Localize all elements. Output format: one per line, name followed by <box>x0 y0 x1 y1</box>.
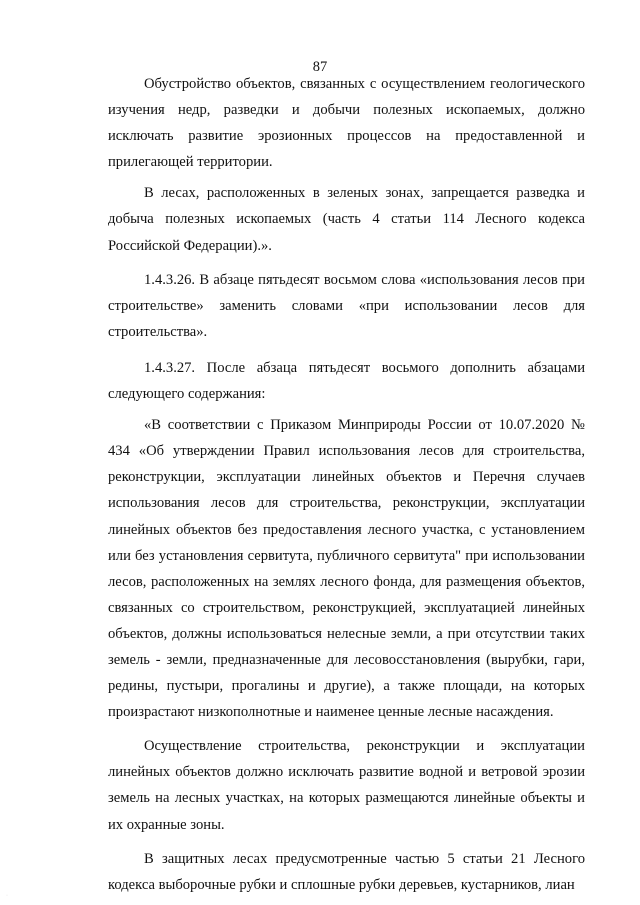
page-number: 87 <box>312 59 328 75</box>
paragraph-6: Осуществление строительства, реконструкции и эксплуатации линейных объектов должно исключать развитие водной и ветровой эрозии земель на лесных участках, на которых размещаются линейные объекты и их охранные зоны. <box>108 738 585 833</box>
document-body <box>108 71 585 898</box>
paragraph-4: 1.4.3.27. После абзаца пятьдесят восьмого дополнить абзацами следующего содержания: <box>108 359 585 403</box>
scan-edge-mark: · <box>6 893 8 899</box>
paragraph-2: В лесах, расположенных в зеленых зонах, запрещается разведка и добыча полезных ископаемых (часть 4 статьи 114 Лесного кодекса Российской Федерации).». <box>108 185 585 254</box>
paragraph-1: Обустройство объектов, связанных с осуществлением геологического изучения недр, разведки и добычи полезных ископаемых, должно исключать развитие эрозионных процессов на предоставленной и прилегающей территории. <box>108 76 585 171</box>
paragraph-5: «В соответствии с Приказом Минприроды России от 10.07.2020 № 434 «Об утверждении Правил использования лесов для строительства, реконструкции, эксплуатации линейных объектов и Перечня случаев использования лесов для строительства, реконструкции, эксплуатации линейных объектов без предоставления лесного участка, с установлением или без установления сервитута, публичного сервитута" при использовании лесов, расположенных на землях лесного фонда, для размещения объектов, связанных со строительством, реконструкцией, эксплуатацией линейных объектов, должны использоваться нелесные земли, а при отсутствии таких земель - земли, предназначенные для лесовосстановления (вырубки, гари, редины, пустыри, прогалины и другие), а также площади, на которых произрастают низкополнотные и наименее ценные лесные насаждения. <box>108 417 585 721</box>
paragraph-7: В защитных лесах предусмотренные частью 5 статьи 21 Лесного кодекса выборочные рубки и сплошные рубки деревьев, кустарников, лиан <box>108 850 585 893</box>
paragraph-3: 1.4.3.26. В абзаце пятьдесят восьмом слова «использования лесов при строительстве» заменить словами «при использовании лесов для строительства». <box>108 271 585 340</box>
